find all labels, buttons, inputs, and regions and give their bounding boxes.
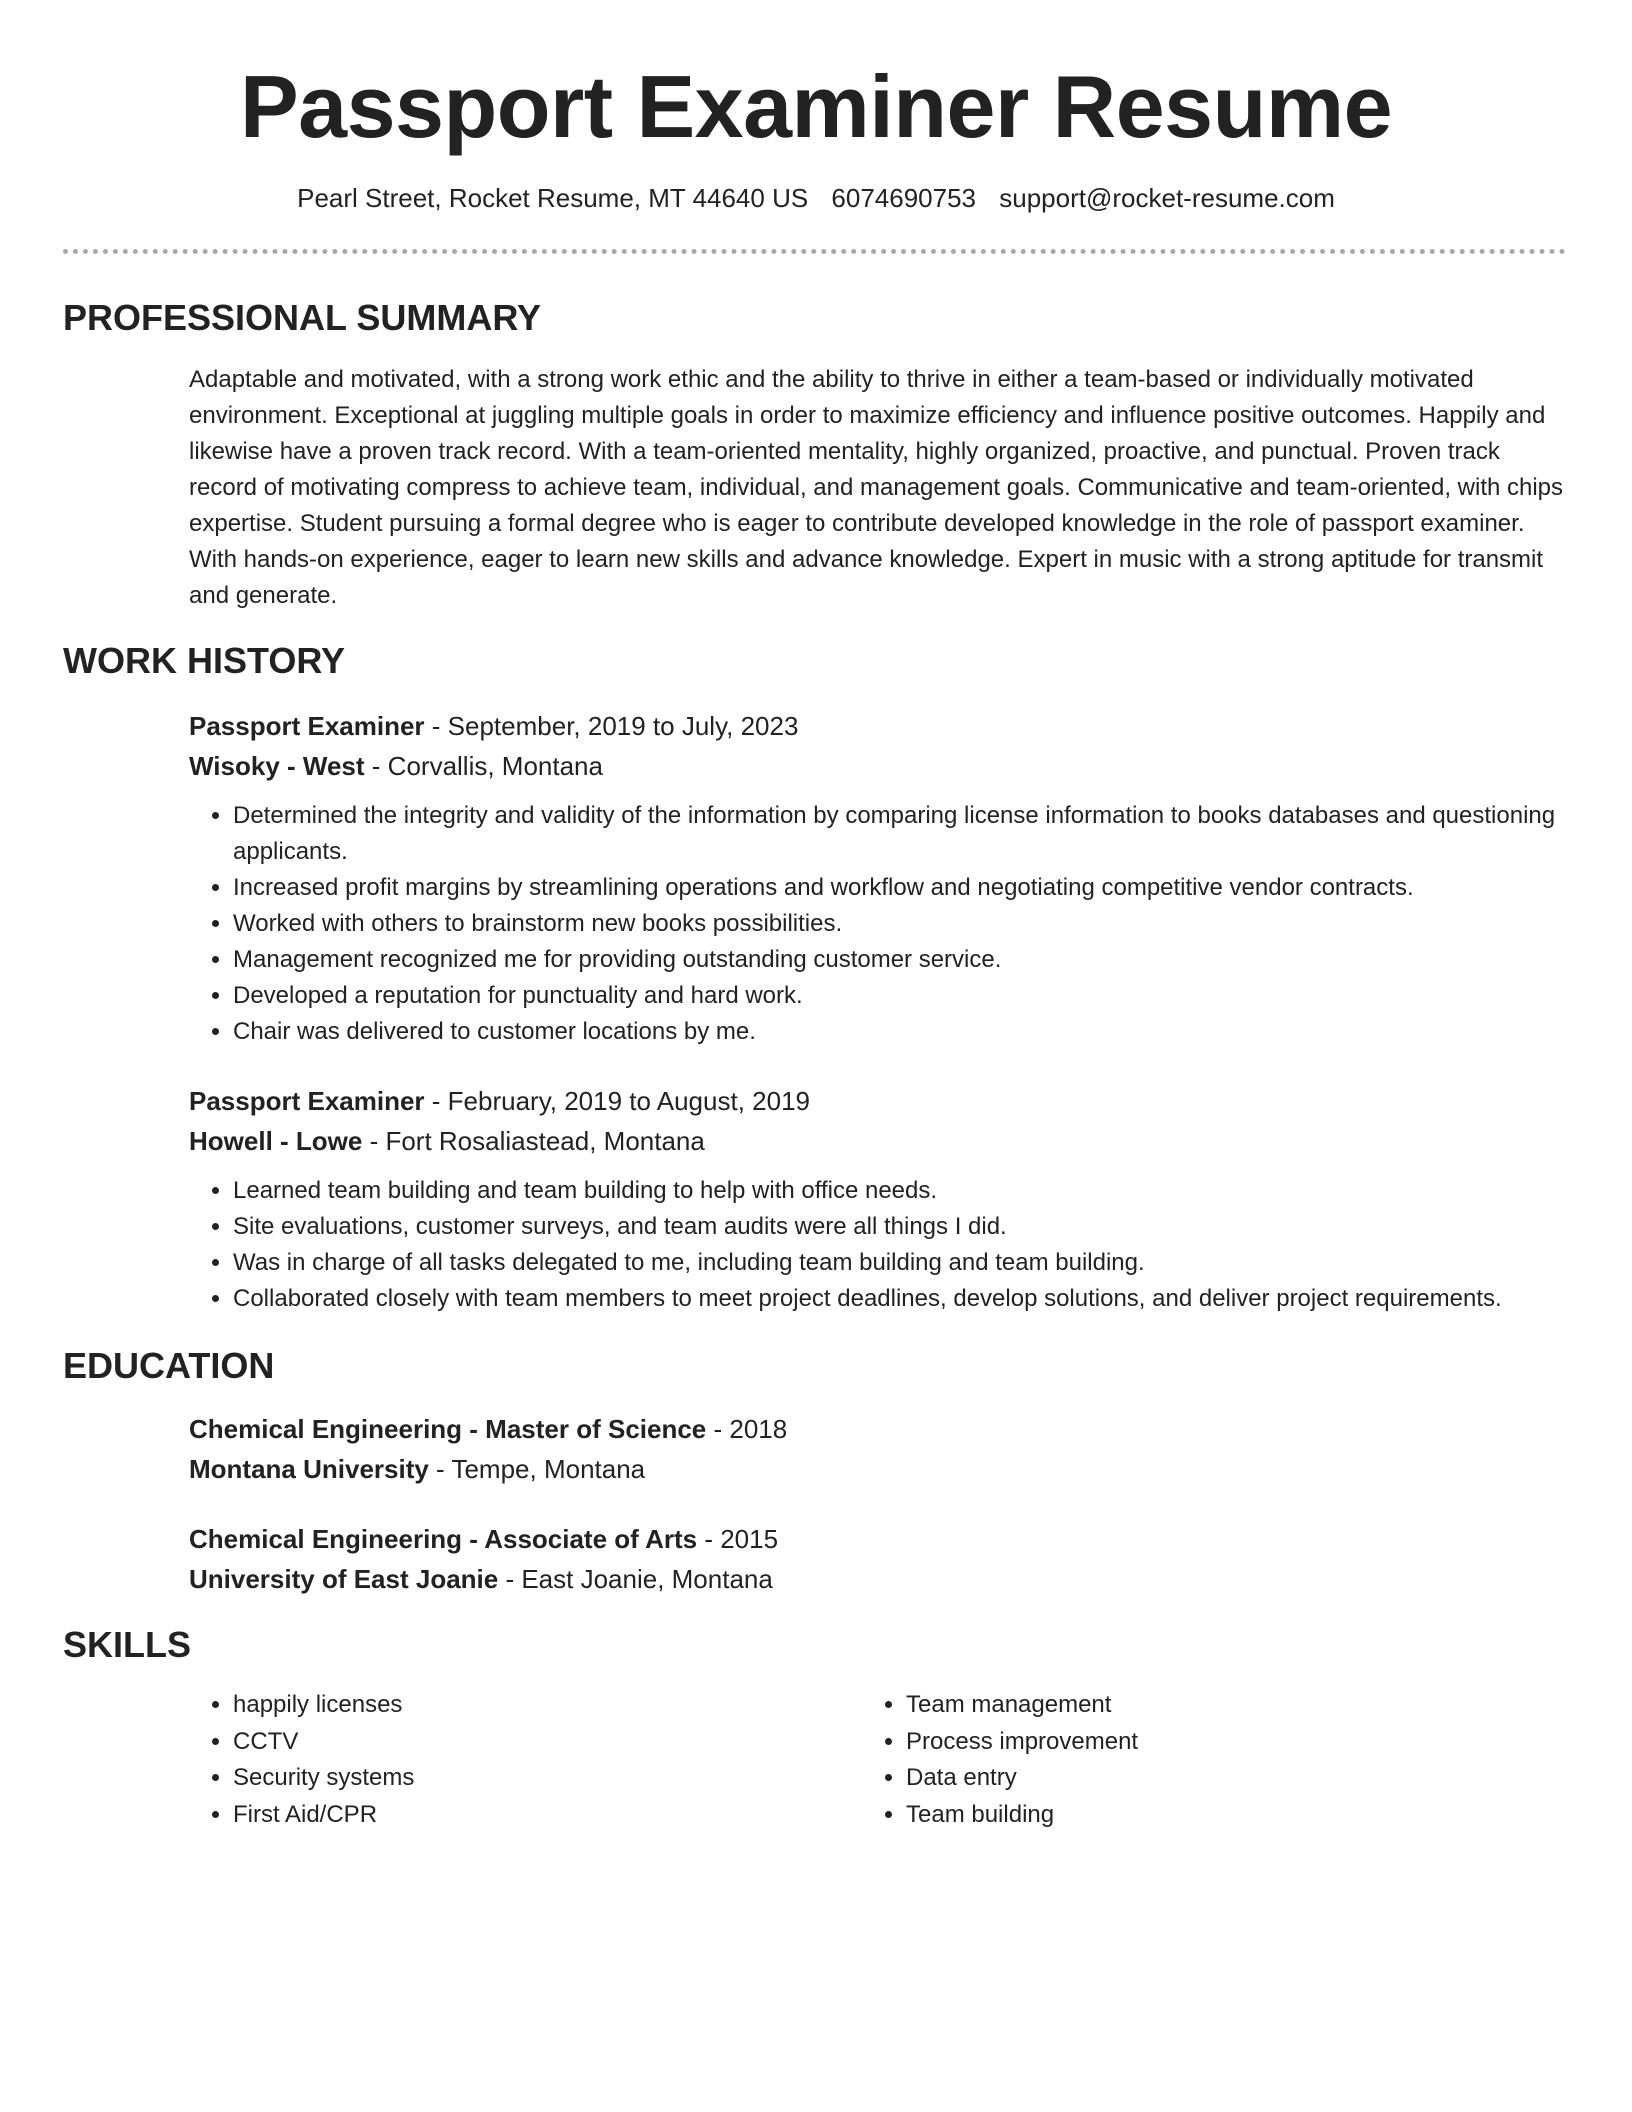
job-entry [189,706,1569,1050]
skills-heading: SKILLS [63,1624,192,1665]
job-bullet: • Site evaluations, customer surveys, and team audits were all things I did. [233,1209,1569,1245]
job-bullet: • Developed a reputation for punctuality and hard work. [233,978,1569,1014]
job-bullet: • Chair was delivered to customer locations by me. [233,1014,1569,1050]
job-title: Passport Examiner [189,1086,425,1116]
job-bullet: • Determined the integrity and validity of the information by comparing license information to books databases and questioning applicants. [233,798,1569,870]
skill-item: • Team building [906,1797,1138,1834]
job-company: Wisoky - West [189,751,365,781]
skill-item: • happily licenses [233,1687,414,1724]
job-bullets [189,1173,1569,1317]
school-line [189,1559,1569,1599]
skill-item: • Team management [906,1687,1138,1724]
degree: Chemical Engineering - Associate of Arts [189,1524,698,1554]
contact-phone: 6074690753 [831,183,977,213]
job-title-line [189,1081,1569,1121]
job-entry [189,1081,1569,1317]
job-company: Howell - Lowe [189,1126,363,1156]
job-bullet: • Management recognized me for providing outstanding customer service. [233,942,1569,978]
job-bullet: • Collaborated closely with team members to meet project deadlines, develop solutions, and deliver project requirements. [233,1281,1569,1317]
job-location: - Corvallis, Montana [364,751,603,781]
job-bullet: • Increased profit margins by streamlining operations and workflow and negotiating competitive vendor contracts. [233,870,1569,906]
job-bullet: • Was in charge of all tasks delegated to me, including team building and team building. [233,1245,1569,1281]
education-entry [189,1409,1569,1489]
job-bullet: • Worked with others to brainstorm new books possibilities. [233,906,1569,942]
job-bullet: • Learned team building and team building to help with office needs. [233,1173,1569,1209]
degree: Chemical Engineering - Master of Science [189,1414,707,1444]
school-line [189,1449,1569,1489]
job-dates: - September, 2019 to July, 2023 [424,711,799,741]
job-bullets [189,798,1569,1050]
degree-line [189,1519,1569,1559]
job-company-line [189,746,1569,786]
job-location: - Fort Rosaliastead, Montana [362,1126,705,1156]
job-company-line [189,1121,1569,1161]
skill-item: • Security systems [233,1760,414,1797]
school-location: - Tempe, Montana [428,1454,646,1484]
summary-text: Adaptable and motivated, with a strong work ethic and the ability to thrive in either a team-based or individually motivated environment. Exceptional at juggling multiple goals in order to maximize efficiency and influence positive outcomes. Happily and likewise have a proven track record. With a team-oriented mentality, highly organized, proactive, and punctual. Proven track record of motivating compress to achieve team, individual, and management goals. Communicative and team-oriented, with chips expertise. Student pursuing a formal degree who is eager to contribute developed knowledge in the role of passport examiner. With hands-on experience, eager to learn new skills and advance knowledge. Expert in music with a strong aptitude for transmit and generate. [189,366,1564,609]
skill-item: • Process improvement [906,1724,1138,1761]
skills-column-right [862,1687,1138,1833]
work-history-heading: WORK HISTORY [63,640,346,681]
contact-email: support@rocket-resume.com [999,183,1335,213]
summary-heading: PROFESSIONAL SUMMARY [63,297,542,338]
skill-item: • Data entry [906,1760,1138,1797]
skill-item: • First Aid/CPR [233,1797,414,1834]
job-title: Passport Examiner [189,711,425,741]
education-heading: EDUCATION [63,1345,275,1386]
skills-column-left [189,1687,414,1833]
contact-line [0,178,1632,218]
degree-year: - 2018 [706,1414,788,1444]
school: Montana University [189,1454,429,1484]
school-location: - East Joanie, Montana [498,1564,773,1594]
degree-line [189,1409,1569,1449]
job-title-line [189,706,1569,746]
skill-item: • CCTV [233,1724,414,1761]
education-entry [189,1519,1569,1599]
school: University of East Joanie [189,1564,499,1594]
contact-address: Pearl Street, Rocket Resume, MT 44640 US [297,183,809,213]
header-divider [63,249,1566,254]
degree-year: - 2015 [697,1524,779,1554]
resume-title: Passport Examiner Resume [239,57,1393,156]
job-dates: - February, 2019 to August, 2019 [424,1086,810,1116]
